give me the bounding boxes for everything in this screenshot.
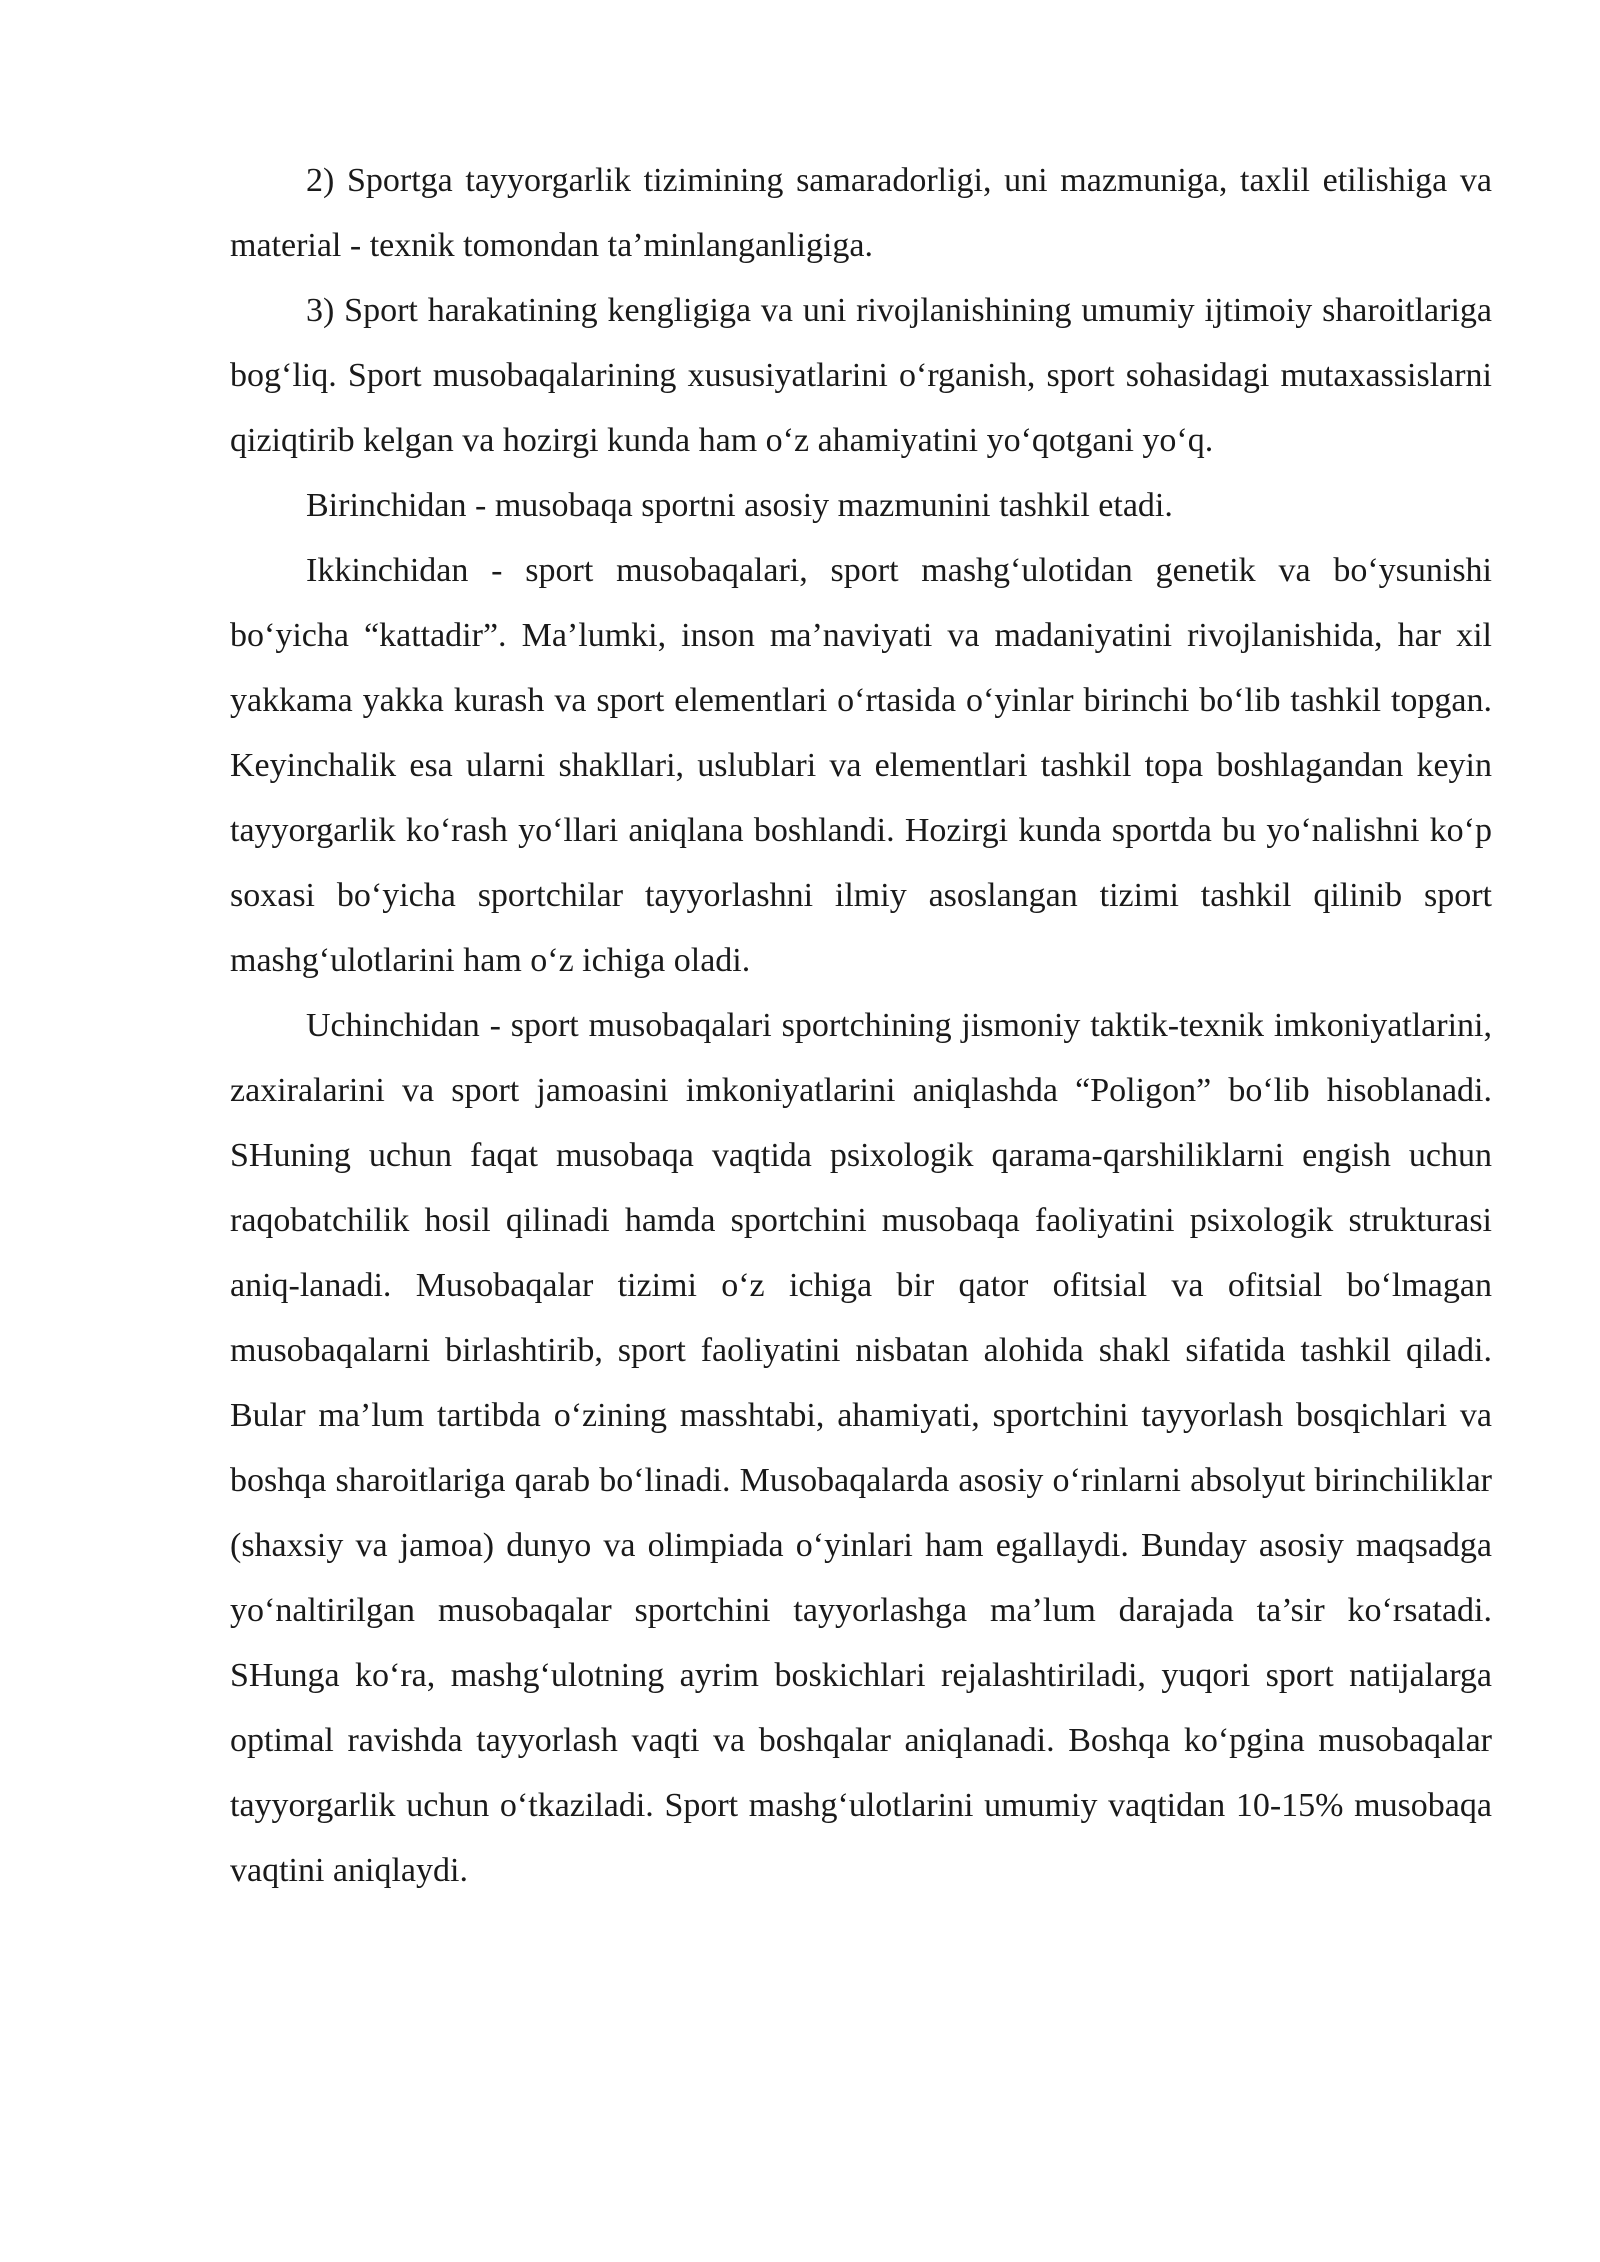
paragraph-birinchidan: Birinchidan - musobaqa sportni asosiy mazmunini tashkil etadi. [306,487,1173,524]
paragraph-uchinchidan: Uchinchidan - sport musobaqalari sportchining jismoniy taktik-texnik imkoniyatlarini, zaxiralarini va sport jamoasini imkoniyatlarini aniqlashda “Poligon” bo‘lib hisoblanadi. SHuning uchun faqat musobaqa vaqtida psixologik qarama-qarshiliklarni engish uchun raqobatchilik hosil qilinadi hamda sportchini musobaqa faoliyatini psixologik strukturasi aniq-lanadi. Musobaqalar tizimi o‘z ichiga bir qator ofitsial va ofitsial bo‘lmagan musobaqalarni birlashtirib, sport faoliyatini nisbatan alohida shakl sifatida tashkil qiladi. Bular ma’lum tartibda o‘zining masshtabi, ahamiyati, sportchini tayyorlash bosqichlari va boshqa sharoitlariga qarab bo‘linadi. Musobaqalarda asosiy o‘rinlarni absolyut birinchiliklar (shaxsiy va jamoa) dunyo va olimpiada o‘yinlari ham egallaydi. Bunday asosiy maqsadga yo‘naltirilgan musobaqalar sportchini tayyorlashga ma’lum darajada ta’sir ko‘rsatadi. SHunga ko‘ra, mashg‘ulotning ayrim boskichlari rejalashtiriladi, yuqori sport natijalarga optimal ravishda tayyorlash vaqti va boshqalar aniqlanadi. Boshqa ko‘pgina musobaqalar tayyorgarlik uchun o‘tkaziladi. Sport mashg‘ulotlarini umumiy vaqtidan 10-15% musobaqa vaqtini aniqlaydi. [230,1007,1492,1889]
document-page [230,148,1492,1903]
paragraph-item-3: 3) Sport harakatining kengligiga va uni rivojlanishining umumiy ijtimoiy sharoitlariga bog‘liq. Sport musobaqalarining xususiyatlarini o‘rganish, sport sohasidagi mutaxassislarni qiziqtirib kelgan va hozirgi kunda ham o‘z ahamiyatini yo‘qotgani yo‘q. [230,292,1492,459]
paragraph-item-2: 2) Sportga tayyorgarlik tizimining samaradorligi, uni mazmuniga, taxlil etilishiga va material - texnik tomondan ta’minlanganligiga. [230,162,1492,264]
paragraph-ikkinchidan: Ikkinchidan - sport musobaqalari, sport mashg‘ulotidan genetik va bo‘ysunishi bo‘yicha “kattadir”. Ma’lumki, inson ma’naviyati va madaniyatini rivojlanishida, har xil yakkama yakka kurash va sport elementlari o‘rtasida o‘yinlar birinchi bo‘lib tashkil topgan. Keyinchalik esa ularni shakllari, uslublari va elementlari tashkil topa boshlagandan keyin tayyorgarlik ko‘rash yo‘llari aniqlana boshlandi. Hozirgi kunda sportda bu yo‘nalishni ko‘p soxasi bo‘yicha sportchilar tayyorlashni ilmiy asoslangan tizimi tashkil qilinib sport mashg‘ulotlarini ham o‘z ichiga oladi. [230,552,1492,979]
